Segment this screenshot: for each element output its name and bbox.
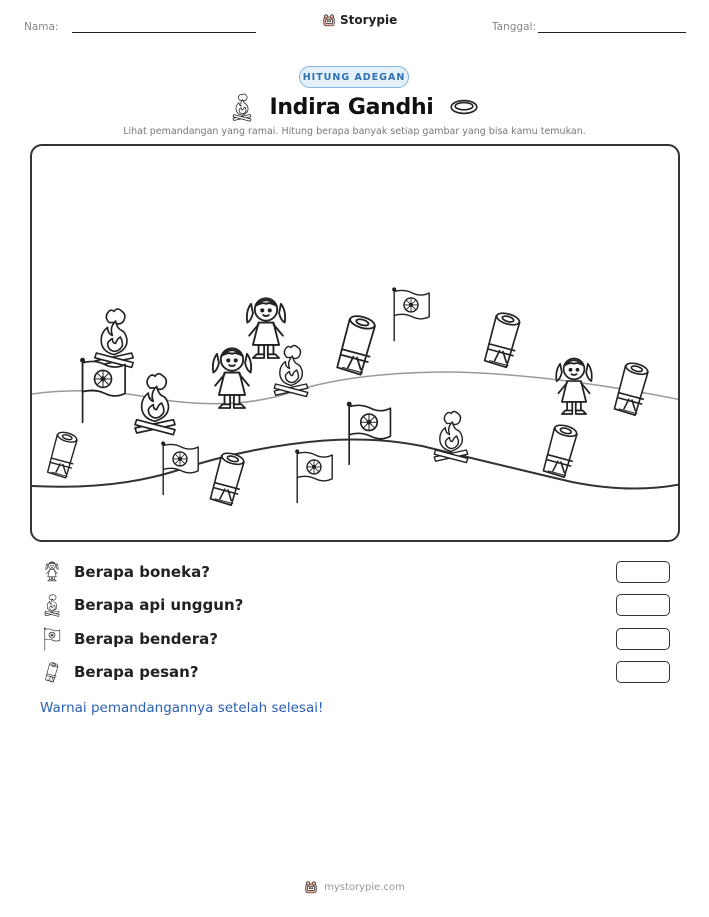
question-row-bonfires <box>40 592 670 618</box>
answer-box-flags[interactable] <box>616 628 670 650</box>
coloring-note: Warnai pemandangannya setelah selesai! <box>40 700 324 716</box>
hill-front-line <box>32 439 680 488</box>
flag-icon <box>393 288 429 341</box>
storypie-logo-icon <box>304 880 318 894</box>
question-text: Berapa api unggun? <box>74 596 244 614</box>
question-row-scrolls <box>40 659 670 685</box>
question-text: Berapa pesan? <box>74 663 199 681</box>
answer-box-scrolls[interactable] <box>616 661 670 683</box>
answer-box-bonfires[interactable] <box>616 594 670 616</box>
question-row-flags <box>40 626 670 652</box>
title-row <box>0 92 709 122</box>
doll-icon <box>556 359 592 414</box>
flag-icon <box>296 450 332 503</box>
bonfire-icon <box>40 593 64 617</box>
scroll-icon <box>40 660 64 684</box>
name-label: Nama: <box>24 21 59 33</box>
instructions: Lihat pemandangan yang ramai. Hitung berapa banyak setiap gambar yang bisa kamu temukan. <box>123 126 586 137</box>
flag-icon <box>81 359 125 423</box>
footer <box>0 880 709 894</box>
bonfire-icon <box>95 309 133 367</box>
footer-url[interactable]: mystorypie.com <box>324 881 405 893</box>
scroll-icon <box>543 423 577 477</box>
name-field[interactable] <box>72 32 256 33</box>
page-title: Indira Gandhi <box>269 94 434 120</box>
doll-icon <box>40 560 64 584</box>
question-text: Berapa bendera? <box>74 630 218 648</box>
bonfire-icon <box>135 374 175 435</box>
bonfire-icon <box>434 412 468 463</box>
date-label: Tanggal: <box>492 21 536 33</box>
flag-icon <box>348 402 391 464</box>
question-row-dolls <box>40 559 670 585</box>
scroll-icon <box>485 311 521 367</box>
scroll-icon <box>337 314 376 375</box>
bonfire-icon <box>229 92 255 122</box>
scene-panel <box>30 144 680 542</box>
activity-badge: HITUNG ADEGAN <box>299 66 409 88</box>
brand-logo <box>322 13 397 27</box>
answer-box-dolls[interactable] <box>616 561 670 583</box>
flag-icon <box>162 442 198 495</box>
bonfire-icon <box>274 346 308 397</box>
question-text: Berapa boneka? <box>74 563 210 581</box>
date-field[interactable] <box>538 32 686 33</box>
storypie-logo-icon <box>322 13 336 27</box>
scene-illustration <box>32 146 680 542</box>
brand-name: Storypie <box>340 13 398 27</box>
scroll-icon <box>48 430 78 477</box>
scroll-icon <box>614 361 648 415</box>
doll-icon <box>213 348 251 408</box>
bangle-icon <box>448 97 480 117</box>
flag-icon <box>40 627 64 651</box>
doll-icon <box>247 298 285 358</box>
